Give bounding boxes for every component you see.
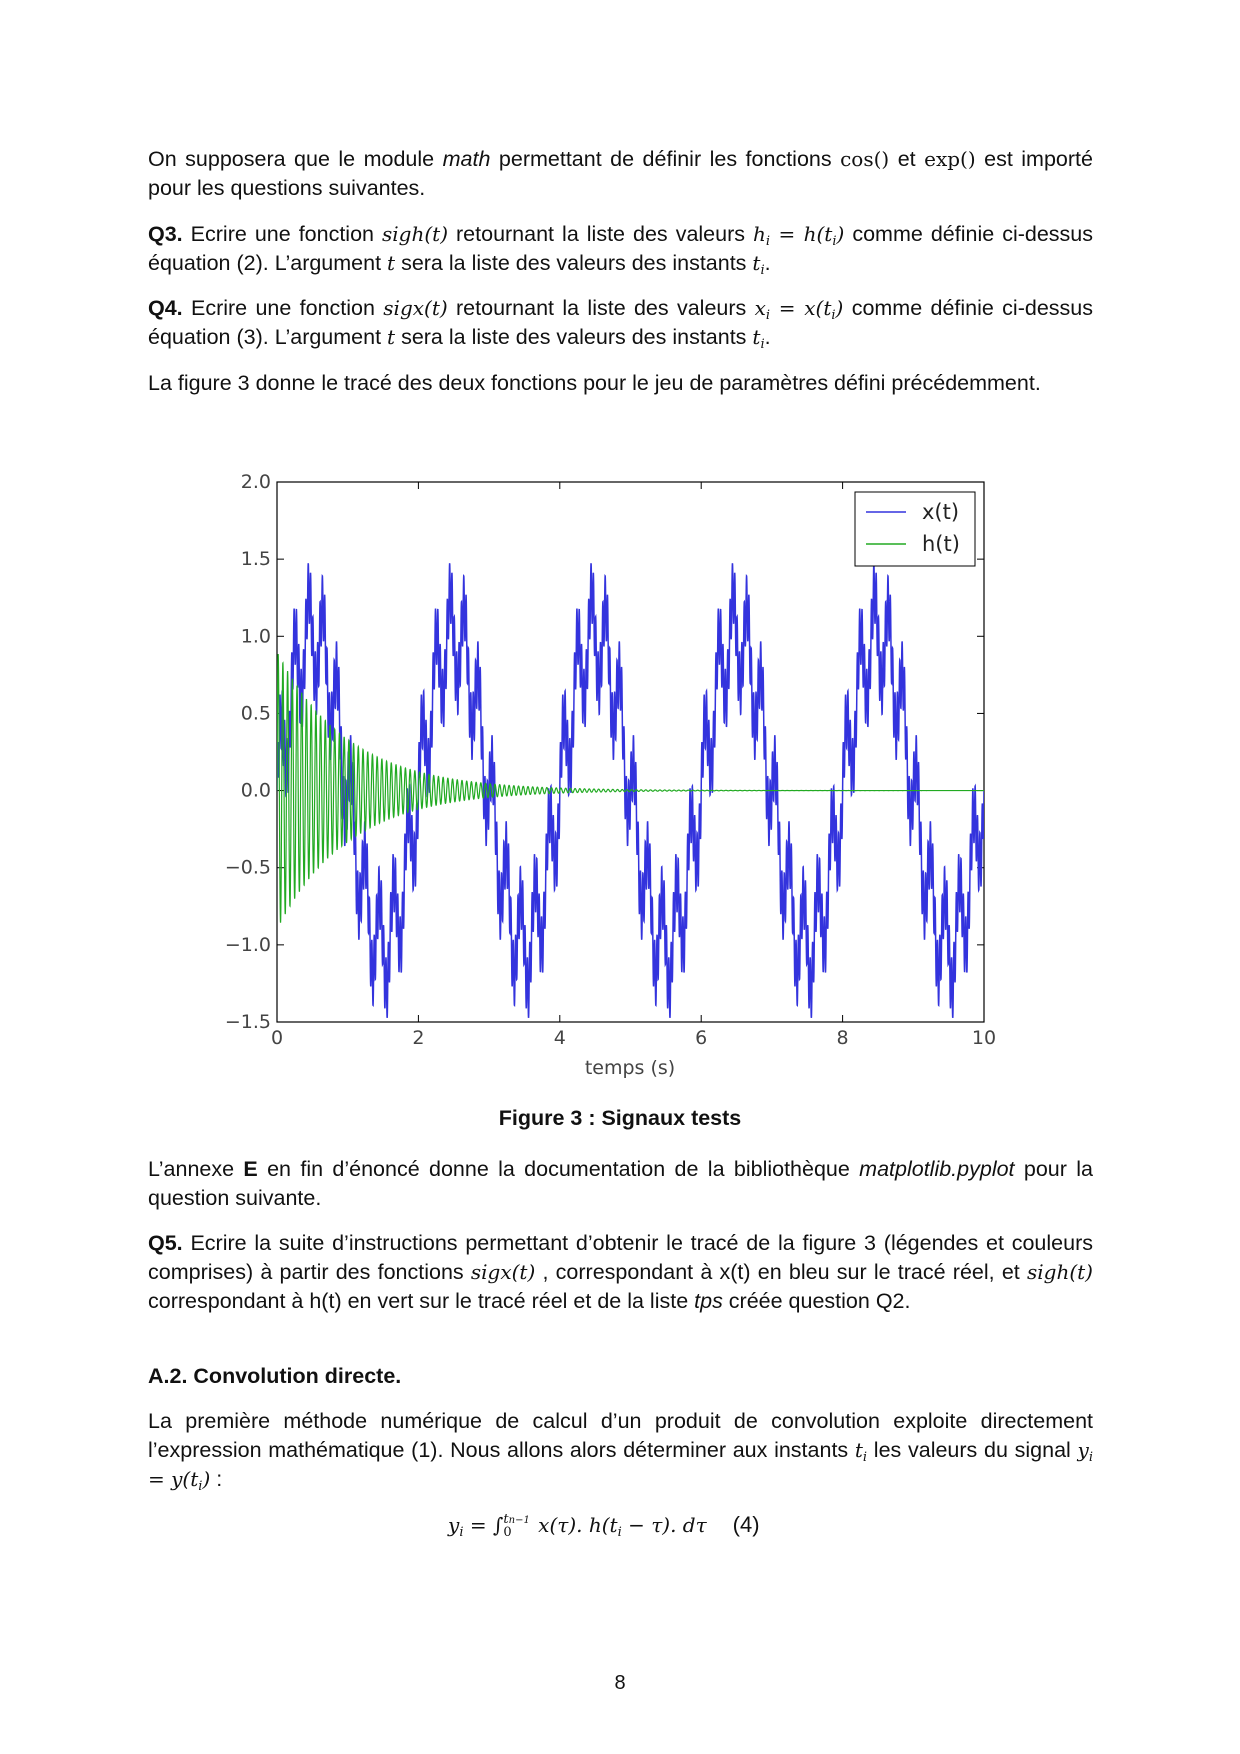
- convolution-paragraph: La première méthode numérique de calcul d’un produit de convolution exploite directement l’expression mathématique (1). Nous allons alors déterminer aux instants $t_i$ les valeurs du signal $y_i = y(t_i)$ :: [148, 1409, 1093, 1494]
- section-heading: A.2. Convolution directe.: [148, 1364, 402, 1388]
- y-tick-label: −1.0: [224, 933, 271, 956]
- x-tick-label: 10: [971, 1027, 997, 1049]
- q4-label: Q4.: [148, 296, 183, 320]
- equation-4: $y_i$ = ∫ tn−1 0 x(τ). $h(t_i - \tau)$. dτ (4): [448, 1511, 760, 1540]
- x-tick-label: 0: [270, 1027, 284, 1049]
- annex-paragraph: L’annexe E en fin d’énoncé donne la documentation de la bibliothèque matplotlib.pyplot pour la question suivante.: [148, 1157, 1093, 1210]
- x-tick-label: 4: [553, 1027, 566, 1049]
- y-tick-label: 1.5: [240, 548, 271, 571]
- q3-label: Q3.: [148, 222, 183, 246]
- x-axis-label: temps (s): [584, 1057, 676, 1079]
- intro-paragraph: On supposera que le module math permettant de définir les fonctions cos() et exp() est importé pour les questions suivantes.: [148, 147, 1093, 200]
- x-tick-label: 8: [836, 1027, 849, 1049]
- legend-label-h: h(t): [922, 532, 960, 556]
- legend: [855, 492, 975, 566]
- math-module-name: math: [442, 147, 491, 171]
- y-tick-label: 0.5: [240, 702, 271, 725]
- library-name: matplotlib.pyplot: [859, 1157, 1015, 1181]
- figure-caption: Figure 3 : Signaux tests: [498, 1106, 742, 1130]
- y-tick-label: 2.0: [240, 471, 271, 493]
- y-tick-label: 1.0: [240, 625, 271, 648]
- question-q5: Q5. Ecrire la suite d’instructions permettant d’obtenir le tracé de la figure 3 (légendes et couleurs comprises) à partir des fonctions sigx(t) , correspondant à x(t) en bleu sur le tracé réel, et sigh(t) correspondant à h(t) en vert sur le tracé réel et de la liste tps créée question Q2.: [148, 1231, 1093, 1313]
- signal-chart: [0, 440, 1240, 1100]
- x-tick-label: 2: [412, 1027, 425, 1049]
- x-tick-label: 6: [695, 1027, 708, 1049]
- question-q3: Q3. Ecrire une fonction sigh(t) retournant la liste des valeurs $h_i = h(t_i)$ comme définie ci-dessus équation (2). L’argument t sera la liste des valeurs des instants $t_i$.: [148, 222, 1093, 278]
- legend-label-x: x(t): [922, 500, 960, 524]
- y-tick-label: −1.5: [224, 1011, 271, 1033]
- q5-label: Q5.: [148, 1231, 183, 1255]
- figure-intro-paragraph: La figure 3 donne le tracé des deux fonctions pour le jeu de paramètres défini précédemment.: [148, 371, 1041, 395]
- y-tick-label: −0.5: [224, 856, 271, 879]
- y-tick-label: 0.0: [240, 779, 271, 802]
- page-number: 8: [614, 1672, 626, 1694]
- question-q4: Q4. Ecrire une fonction sigx(t) retournant la liste des valeurs $x_i = x(t_i)$ comme définie ci-dessus équation (3). L’argument t sera la liste des valeurs des instants $t_i$.: [148, 296, 1093, 352]
